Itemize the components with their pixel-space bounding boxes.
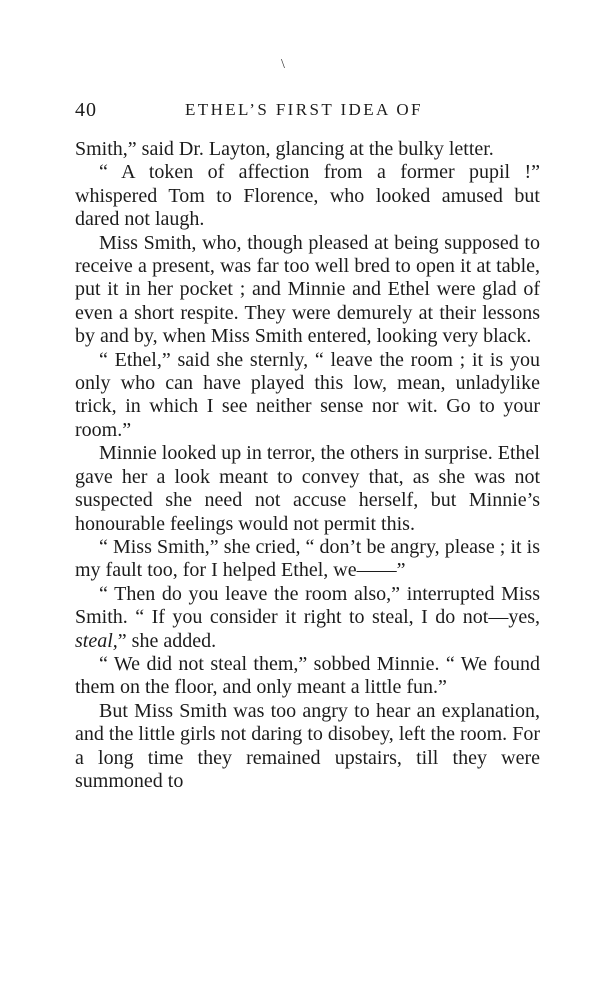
text-span: Miss Smith, who, though pleased at being supposed to receive a present, was far too well bred to open it at table, put it in her pocket ; and Minnie and Ethel were glad of even a short respite. They were demurely at their lessons by and by, when Miss Smith entered, looking very black.: [75, 231, 540, 348]
italic-span: steal,: [75, 629, 118, 652]
paragraph: [75, 536, 540, 583]
paragraph: [75, 442, 540, 536]
text-span: But Miss Smith was too angry to hear an explanation, and the little girls not daring to disobey, left the room. For a long time they remained upstairs, till they were summoned to: [75, 699, 540, 792]
paragraph: [75, 138, 540, 161]
text-span: Smith,” said Dr. Layton, glancing at the bulky letter.: [75, 138, 494, 160]
paragraph: [75, 349, 540, 443]
paragraph: [75, 232, 540, 349]
page-mark: \: [281, 57, 285, 72]
body-text: [75, 138, 540, 793]
text-span: “ We did not steal them,” sobbed Minnie. “ We found them on the floor, and only meant a little fun.”: [75, 652, 540, 699]
text-span: “ A token of affection from a former pupil !” whispered Tom to Florence, who looked amused but dared not laugh.: [75, 161, 540, 231]
text-span: “ Ethel,” said she sternly, “ leave the room ; it is you only who can have played this low, mean, unladylike trick, in which I see neither sense nor wit. Go to your room.”: [75, 348, 540, 441]
paragraph: [75, 700, 540, 794]
text-span: “ Miss Smith,” she cried, “ don’t be angry, please ; it is my fault too, for I helped Ethel, we——”: [75, 535, 540, 582]
running-head: [75, 96, 540, 124]
running-title: ETHEL’S FIRST IDEA OF: [185, 100, 423, 119]
text-span: Minnie looked up in terror, the others in surprise. Ethel gave her a look meant to convey that, as she was not suspected she need not accuse herself, but Minnie’s honourable feelings would not permit this.: [75, 442, 540, 535]
text-span: ” she added.: [117, 629, 217, 652]
paragraph: [75, 653, 540, 700]
paragraph: [75, 161, 540, 231]
paragraph: [75, 583, 540, 653]
page-number: 40: [75, 99, 97, 121]
text-span: “ Then do you leave the room also,” interrupted Miss Smith. “ If you consider it right to steal, I do not—yes,: [75, 582, 540, 629]
